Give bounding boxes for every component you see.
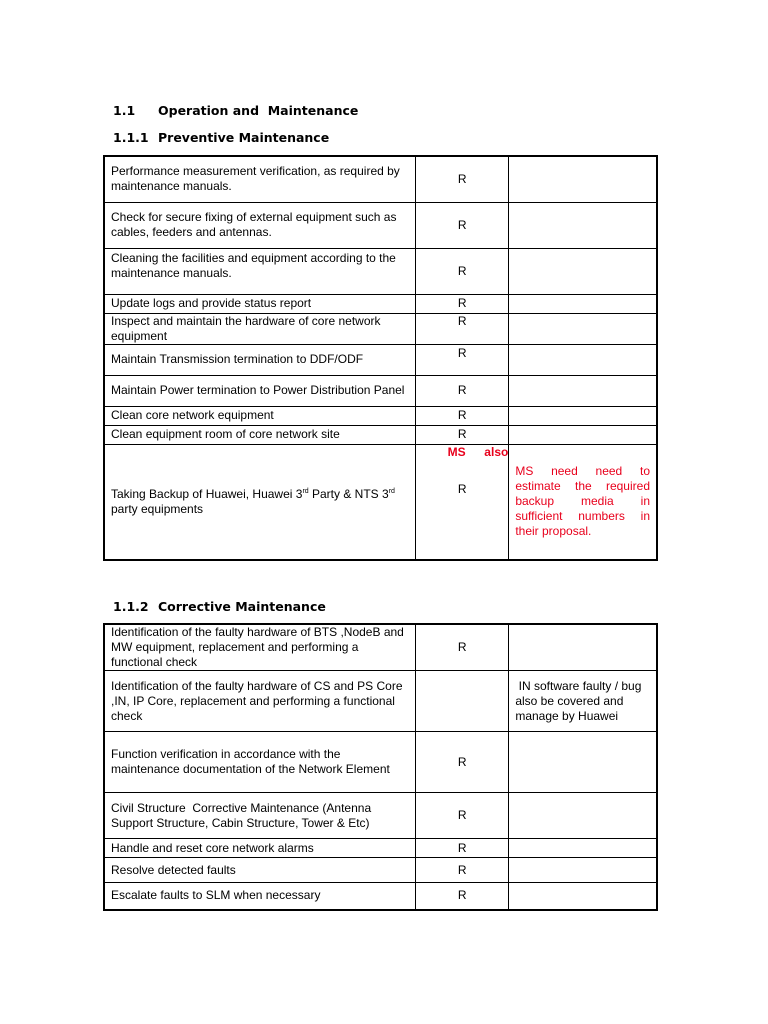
- preventive-title: Preventive Maintenance: [158, 130, 330, 145]
- note-cell: [509, 156, 657, 202]
- task-description: Check for secure fixing of external equipment such as cables, feeders and antennas.: [104, 202, 416, 248]
- note-cell: MS need need to estimate the required backup media in sufficient numbers in their proposal.: [509, 444, 657, 560]
- table-row: [104, 313, 657, 344]
- responsibility-cell: R: [416, 839, 509, 858]
- responsibility-cell: R: [416, 202, 509, 248]
- responsibility-cell: R: [416, 406, 509, 425]
- responsibility-cell: R: [416, 375, 509, 406]
- backup-desc-a: Taking Backup of Huawei, Huawei 3: [111, 486, 303, 501]
- task-description: Maintain Power termination to Power Distribution Panel: [104, 375, 416, 406]
- note-cell: [509, 839, 657, 858]
- task-description: Update logs and provide status report: [104, 294, 416, 313]
- note-cell: [509, 624, 657, 671]
- task-description: Resolve detected faults: [104, 858, 416, 883]
- responsibility-cell: [416, 444, 509, 560]
- corrective-title: Corrective Maintenance: [158, 599, 326, 614]
- task-description: Handle and reset core network alarms: [104, 839, 416, 858]
- task-description: Inspect and maintain the hardware of core network equipment: [104, 313, 416, 344]
- task-description: Escalate faults to SLM when necessary: [104, 883, 416, 910]
- backup-sup-1: rd: [302, 487, 309, 495]
- backup-sup-2: rd: [388, 487, 395, 495]
- table-row: [104, 344, 657, 375]
- table-row: [104, 294, 657, 313]
- responsibility-cell: R: [416, 313, 509, 344]
- note-cell: [509, 294, 657, 313]
- note-cell: [509, 313, 657, 344]
- note-cell: [509, 793, 657, 839]
- table-row: [104, 425, 657, 444]
- table-row: [104, 883, 657, 910]
- responsibility-cell: R: [416, 883, 509, 910]
- section-number: 1.1: [113, 103, 136, 118]
- note-cell: [509, 202, 657, 248]
- table-row: [104, 156, 657, 202]
- section-title: Operation and Maintenance: [158, 103, 359, 118]
- table-row: [104, 624, 657, 671]
- table-row: [104, 444, 657, 560]
- task-description: Function verification in accordance with the maintenance documentation of the Network Element: [104, 732, 416, 793]
- table-row: [104, 202, 657, 248]
- responsibility-cell: R: [416, 793, 509, 839]
- task-description: Identification of the faulty hardware of BTS ,NodeB and MW equipment, replacement and performing a functional check: [104, 624, 416, 671]
- note-cell: [509, 375, 657, 406]
- task-description: Performance measurement verification, as required by maintenance manuals.: [104, 156, 416, 202]
- note-cell: [509, 732, 657, 793]
- note-cell: [509, 883, 657, 910]
- section-heading: [113, 103, 358, 118]
- corrective-number: 1.1.2: [113, 599, 149, 614]
- note-cell: [509, 858, 657, 883]
- responsibility-cell: R: [416, 858, 509, 883]
- corrective-table: [103, 623, 658, 911]
- table-row: [104, 375, 657, 406]
- task-description: Cleaning the facilities and equipment according to the maintenance manuals.: [104, 248, 416, 294]
- responsibility-cell: [416, 671, 509, 732]
- responsibility-cell: R: [416, 624, 509, 671]
- table-row: [104, 671, 657, 732]
- note-cell: [509, 406, 657, 425]
- responsibility-cell: R: [416, 425, 509, 444]
- table-row: [104, 248, 657, 294]
- task-description: [104, 444, 416, 560]
- table-row: [104, 732, 657, 793]
- note-cell: [509, 425, 657, 444]
- responsibility-cell: R: [416, 294, 509, 313]
- ms-also-label: MS also: [447, 444, 509, 459]
- backup-desc-c: party equipments: [111, 501, 204, 516]
- responsibility-value: R: [457, 481, 467, 496]
- preventive-number: 1.1.1: [113, 130, 149, 145]
- task-description: Clean core network equipment: [104, 406, 416, 425]
- preventive-table: [103, 155, 658, 561]
- responsibility-cell: R: [416, 344, 509, 375]
- task-description: Maintain Transmission termination to DDF/ODF: [104, 344, 416, 375]
- task-description: Identification of the faulty hardware of CS and PS Core ,IN, IP Core, replacement and performing a functional check: [104, 671, 416, 732]
- table-row: [104, 858, 657, 883]
- note-cell: IN software faulty / bug also be covered and manage by Huawei: [509, 671, 657, 732]
- responsibility-cell: R: [416, 248, 509, 294]
- table-row: [104, 839, 657, 858]
- task-description: Clean equipment room of core network site: [104, 425, 416, 444]
- table-row: [104, 406, 657, 425]
- note-cell: [509, 344, 657, 375]
- corrective-heading: [113, 599, 326, 614]
- preventive-heading: [113, 130, 329, 145]
- table-row: [104, 793, 657, 839]
- task-description: Civil Structure Corrective Maintenance (Antenna Support Structure, Cabin Structure, Tower & Etc): [104, 793, 416, 839]
- backup-desc-b: Party & NTS 3: [308, 486, 389, 501]
- responsibility-cell: R: [416, 732, 509, 793]
- responsibility-cell: R: [416, 156, 509, 202]
- note-cell: [509, 248, 657, 294]
